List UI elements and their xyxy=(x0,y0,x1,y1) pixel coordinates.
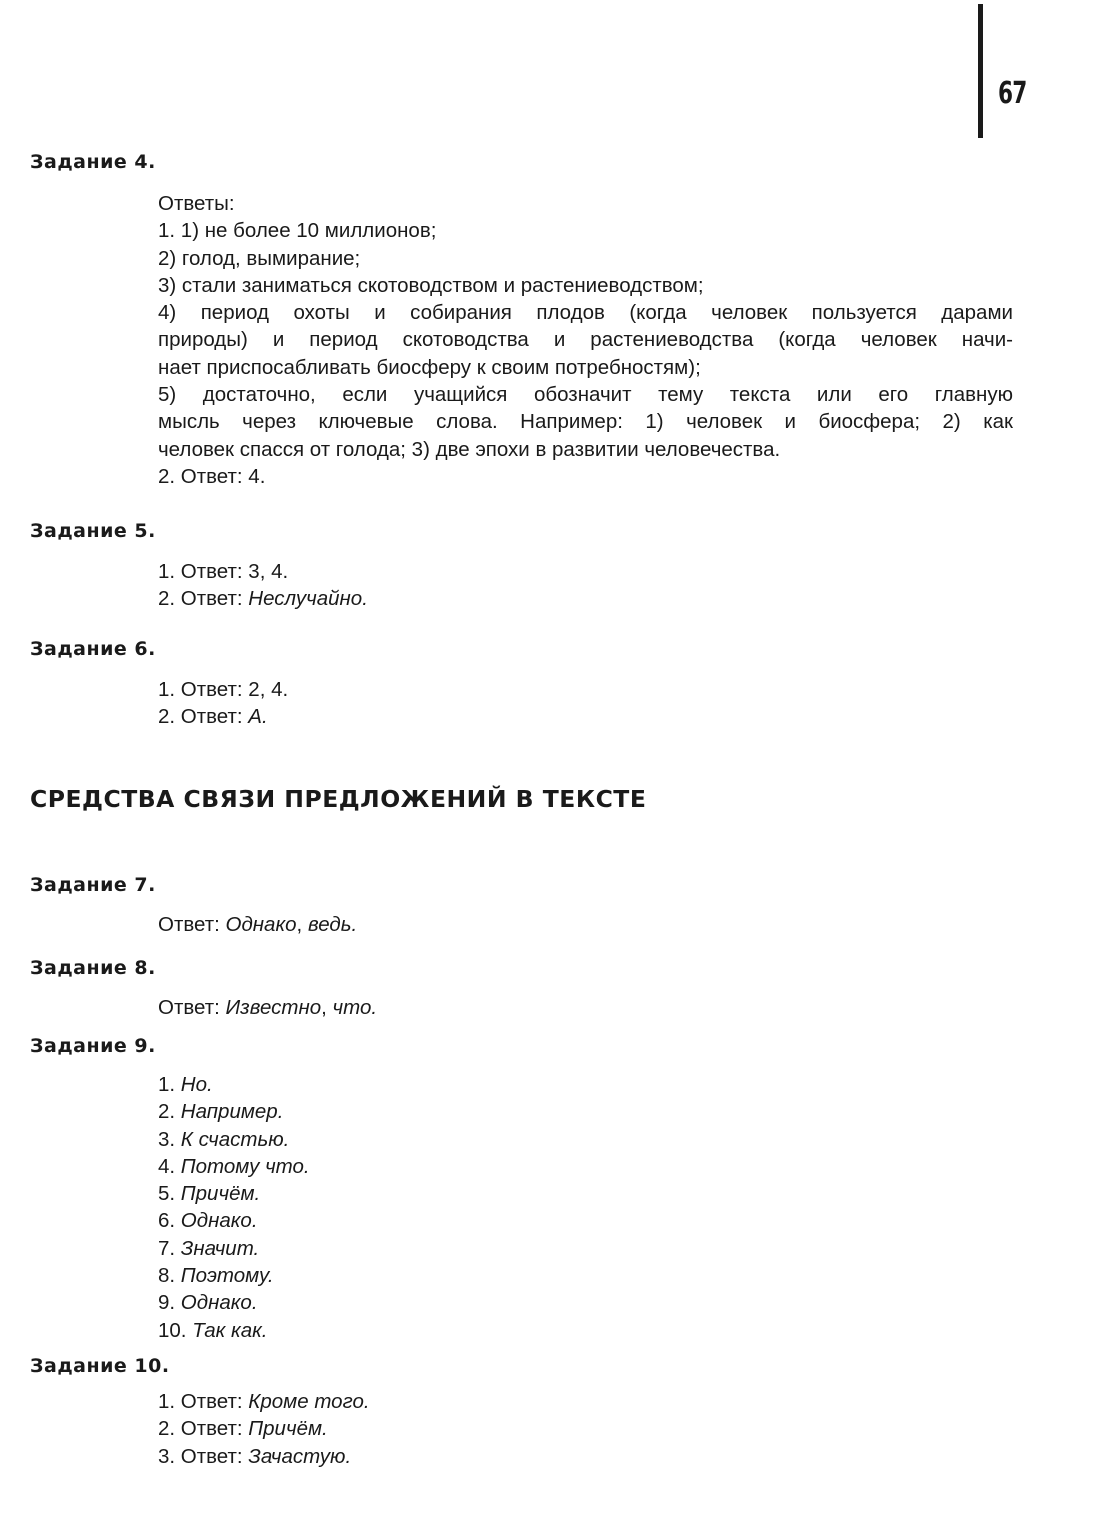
item-number: 1. xyxy=(158,1073,181,1096)
task-5-answers xyxy=(158,558,1013,613)
task-7-answers xyxy=(158,911,1013,938)
item-number: 4. xyxy=(158,1154,181,1178)
answer-value: ведь. xyxy=(307,913,358,936)
answer-prefix: 1. Ответ: xyxy=(158,1390,249,1413)
task-5-title: Задание 5. xyxy=(30,520,156,542)
item-number: 3. xyxy=(158,1127,181,1151)
answer-value: Кроме того. xyxy=(248,1390,370,1413)
answer-line: человек спасся от голода; 3) две эпохи в развитии человечества. xyxy=(158,437,781,461)
answer-prefix: 1. Ответ: xyxy=(158,560,249,583)
item-value: Так как. xyxy=(192,1318,268,1342)
page-number: 67 xyxy=(998,76,1027,111)
answer-line: 2. Ответ: 4. xyxy=(158,464,266,488)
item-number: 2. xyxy=(158,1100,181,1124)
answer-line xyxy=(158,1443,1013,1470)
task-4-title: Задание 4. xyxy=(30,151,156,173)
answer-line: 2) голод, вымирание; xyxy=(158,246,361,270)
item-value: Значит. xyxy=(180,1236,260,1260)
task-9-answers xyxy=(158,1071,1013,1344)
item-value: Поэтому. xyxy=(180,1264,274,1288)
answer-line: 4) период охоты и собирания плодов (когда человек пользуется дарами xyxy=(158,301,1013,325)
item-number: 9. xyxy=(158,1291,181,1315)
answer-value: Причём. xyxy=(248,1417,328,1441)
item-value: К счастью. xyxy=(180,1127,290,1151)
item-value: Однако. xyxy=(180,1291,258,1315)
list-item xyxy=(158,1235,1013,1262)
answer-value: 3, 4. xyxy=(248,560,289,583)
answer-line: 1. 1) не более 10 миллионов; xyxy=(158,219,437,243)
answer-prefix: 2. Ответ: xyxy=(158,1417,249,1441)
task-9-title: Задание 9. xyxy=(30,1035,156,1057)
answer-value: А. xyxy=(248,705,268,729)
list-item xyxy=(158,1289,1013,1316)
answer-line xyxy=(158,676,1013,703)
answer-line xyxy=(158,585,1013,612)
answer-value: что. xyxy=(332,996,378,1019)
answer-prefix: 2. Ответ: xyxy=(158,587,249,611)
answer-value: Известно xyxy=(225,996,322,1019)
answer-prefix: 2. Ответ: xyxy=(158,705,249,729)
answer-value: Зачастую. xyxy=(248,1444,352,1468)
answer-prefix: 1. Ответ: xyxy=(158,678,249,701)
task-6-title: Задание 6. xyxy=(30,638,156,660)
section-heading: СРЕДСТВА СВЯЗИ ПРЕДЛОЖЕНИЙ В ТЕКСТЕ xyxy=(30,785,647,813)
answer-value: 2, 4. xyxy=(248,678,289,701)
task-6-answers xyxy=(158,676,1013,731)
task-10-title: Задание 10. xyxy=(30,1355,170,1377)
answer-value: Однако xyxy=(225,913,297,936)
item-number: 7. xyxy=(158,1236,181,1260)
answer-separator: , xyxy=(296,913,308,936)
item-number: 5. xyxy=(158,1182,181,1206)
answer-line xyxy=(158,994,1013,1021)
answer-separator: , xyxy=(321,996,333,1019)
answer-line xyxy=(158,558,1013,585)
item-number: 6. xyxy=(158,1209,181,1233)
answer-line: мысль через ключевые слова. Например: 1) человек и биосфера; 2) как xyxy=(158,410,1013,434)
list-item xyxy=(158,1098,1013,1125)
item-value: Однако. xyxy=(180,1209,258,1233)
answer-line xyxy=(158,703,1013,730)
answers-header: Ответы: xyxy=(158,192,235,215)
list-item xyxy=(158,1180,1013,1207)
answer-line xyxy=(158,1388,1013,1415)
answer-line: нает приспосабливать биосферу к своим потребностям); xyxy=(158,355,701,379)
item-value: Но. xyxy=(180,1073,213,1096)
item-value: Потому что. xyxy=(180,1154,310,1178)
answer-value: Неслучайно. xyxy=(248,587,368,611)
answer-prefix: 3. Ответ: xyxy=(158,1444,249,1468)
list-item xyxy=(158,1153,1013,1180)
task-10-answers xyxy=(158,1388,1013,1470)
answer-line: 3) стали заниматься скотоводством и растениеводством; xyxy=(158,273,704,297)
task-8-title: Задание 8. xyxy=(30,957,156,979)
answer-prefix: Ответ: xyxy=(158,913,226,936)
page-margin-rule xyxy=(978,4,983,138)
list-item xyxy=(158,1262,1013,1289)
list-item xyxy=(158,1071,1013,1098)
list-item xyxy=(158,1126,1013,1153)
task-8-answers xyxy=(158,994,1013,1021)
answer-line: 5) достаточно, если учащийся обозначит тему текста или его главную xyxy=(158,383,1013,407)
item-value: Например. xyxy=(180,1100,284,1124)
list-item xyxy=(158,1317,1013,1344)
list-item xyxy=(158,1207,1013,1234)
task-4-answers xyxy=(158,190,1013,490)
task-7-title: Задание 7. xyxy=(30,874,156,896)
item-value: Причём. xyxy=(180,1182,261,1206)
item-number: 10. xyxy=(158,1318,193,1342)
answer-line: природы) и период скотоводства и растениеводства (когда человек начи- xyxy=(158,328,1013,352)
answer-prefix: Ответ: xyxy=(158,996,226,1019)
answer-line xyxy=(158,1415,1013,1442)
answer-line xyxy=(158,911,1013,938)
item-number: 8. xyxy=(158,1264,181,1288)
